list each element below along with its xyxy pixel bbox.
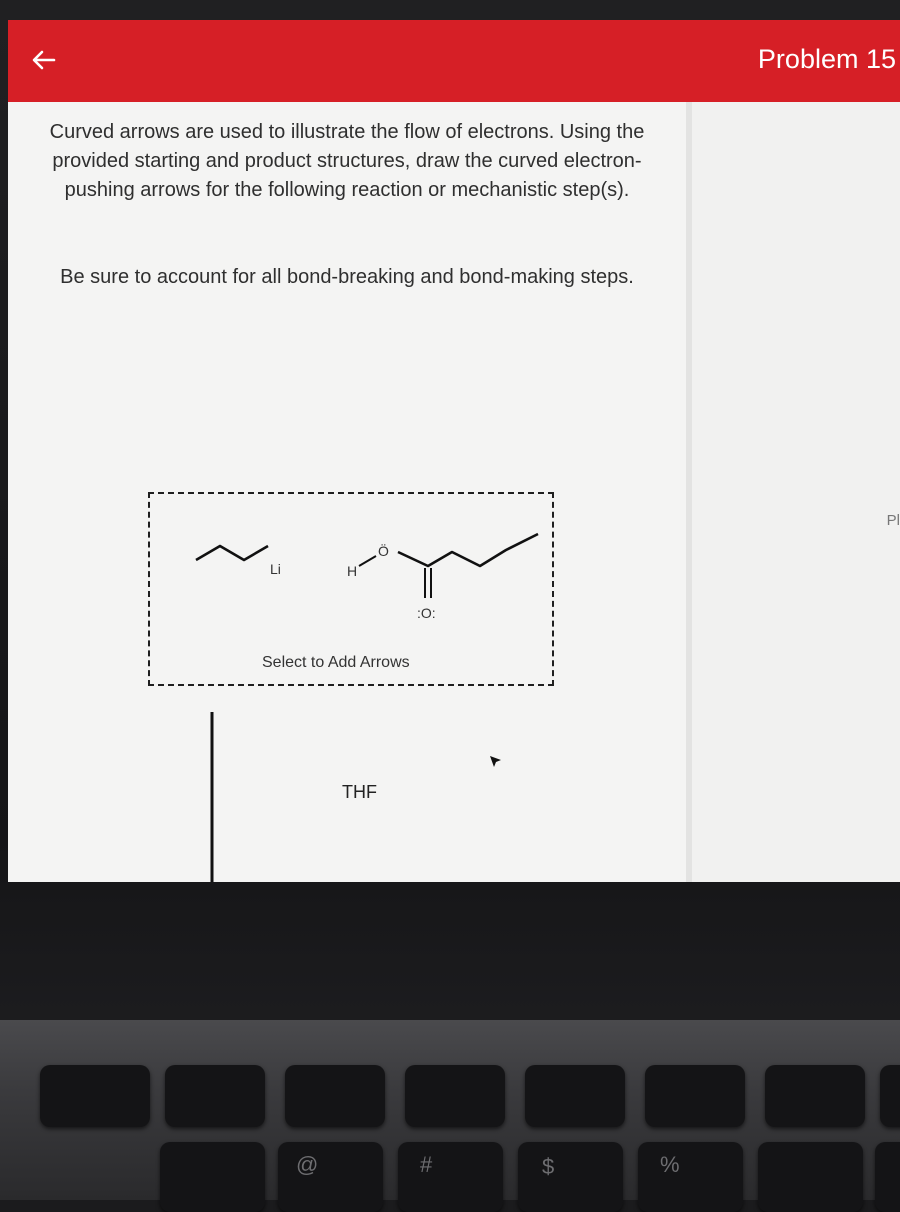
reaction-arrow-icon [200, 712, 224, 882]
key-label-hash: # [420, 1152, 433, 1177]
instructions-text: Curved arrows are used to illustrate the flow of electrons. Using the provided starting and product structures, draw the curved electron-pushing arrows for the following reaction or mechanistic step(s). [49, 121, 645, 201]
oxygen-single-label: Ö [378, 543, 389, 559]
oxygen-double-label: :O: [417, 605, 436, 621]
next-problem-panel [692, 102, 900, 882]
mouse-cursor-icon [488, 754, 502, 770]
right-panel-text: Pl [886, 512, 900, 529]
f4-key [525, 1065, 625, 1127]
f7-key [880, 1065, 900, 1127]
key-label-percent: % [660, 1152, 680, 1177]
problem-title: Problem 15 [757, 44, 896, 74]
esc-key [40, 1065, 150, 1127]
lithium-atom-label: Li [270, 561, 281, 577]
hydrogen-atom-label: H [347, 563, 358, 579]
f1-key [165, 1065, 265, 1127]
back-arrow-icon[interactable] [30, 46, 58, 74]
key-4 [518, 1142, 623, 1212]
f5-key [645, 1065, 745, 1127]
f6-key [765, 1065, 865, 1127]
screen [8, 20, 900, 882]
key-6 [758, 1142, 863, 1212]
key-1 [160, 1142, 265, 1212]
key-3 [398, 1142, 503, 1212]
note-text: Be sure to account for all bond-breaking and bond-making steps. [60, 266, 634, 288]
select-arrows-label: Select to Add Arrows [262, 654, 410, 671]
key-label-at: @ [296, 1152, 319, 1177]
key-label-dollar: $ [542, 1154, 555, 1179]
question-panel [8, 102, 686, 882]
f2-key [285, 1065, 385, 1127]
key-5 [638, 1142, 743, 1212]
header-bar [8, 20, 900, 102]
solvent-label: THF [342, 782, 377, 802]
key-2 [278, 1142, 383, 1212]
reaction-drawing-area[interactable] [148, 492, 554, 686]
key-7 [875, 1142, 900, 1212]
f3-key [405, 1065, 505, 1127]
laptop-keyboard [0, 1020, 900, 1200]
